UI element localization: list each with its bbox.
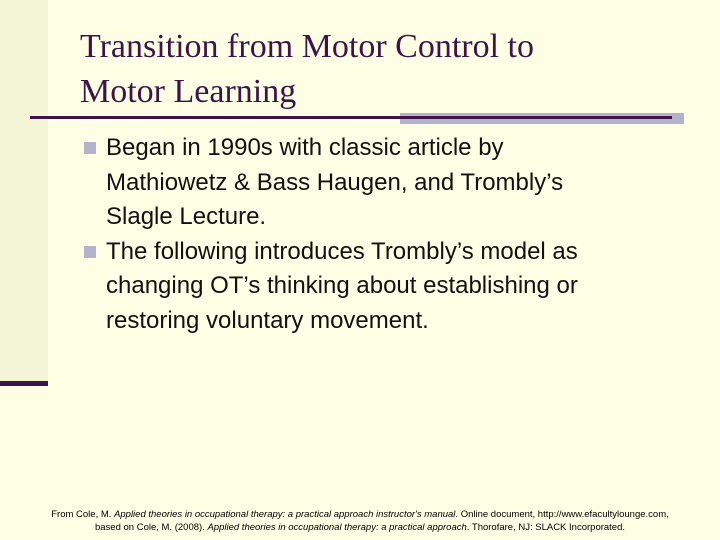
citation-line-1 [20,508,700,521]
title-line: Motor Learning [80,73,297,110]
left-accent-bar [0,381,48,386]
citation-text: based on Cole, M. (2008). [94,522,208,533]
title-underline [30,116,672,119]
slide-title [80,24,680,114]
citation-footnote [20,508,700,534]
bullet-line: restoring voluntary movement. [106,306,429,334]
citation-title: Applied theories in occupational therapy: a practical approach [207,522,467,533]
bullet-line: Mathiowetz & Bass Haugen, and Trombly’s [106,168,564,196]
bullet-line: The following introduces Trombly’s model as [106,237,578,265]
title-line: Transition from Motor Control to [80,28,534,65]
citation-line-2 [20,521,700,534]
citation-text: . Online document, http://www.efacultylounge.com, [455,509,669,520]
square-bullet-icon [84,246,96,258]
citation-title: Applied theories in occupational therapy: a practical approach instructor's manual [114,509,456,520]
citation-text: From Cole, M. [51,509,115,520]
bullet-list [84,131,694,338]
bullet-line: Slagle Lecture. [106,203,267,230]
square-bullet-icon [84,142,96,154]
bullet-item [84,235,694,339]
bullet-item [84,131,694,235]
left-accent-band [0,0,48,384]
citation-text: . Thorofare, NJ: SLACK Incorporated. [466,522,626,533]
bullet-line: Began in 1990s with classic article by [106,134,504,161]
bullet-line: changing OT’s thinking about establishing or [106,272,578,299]
